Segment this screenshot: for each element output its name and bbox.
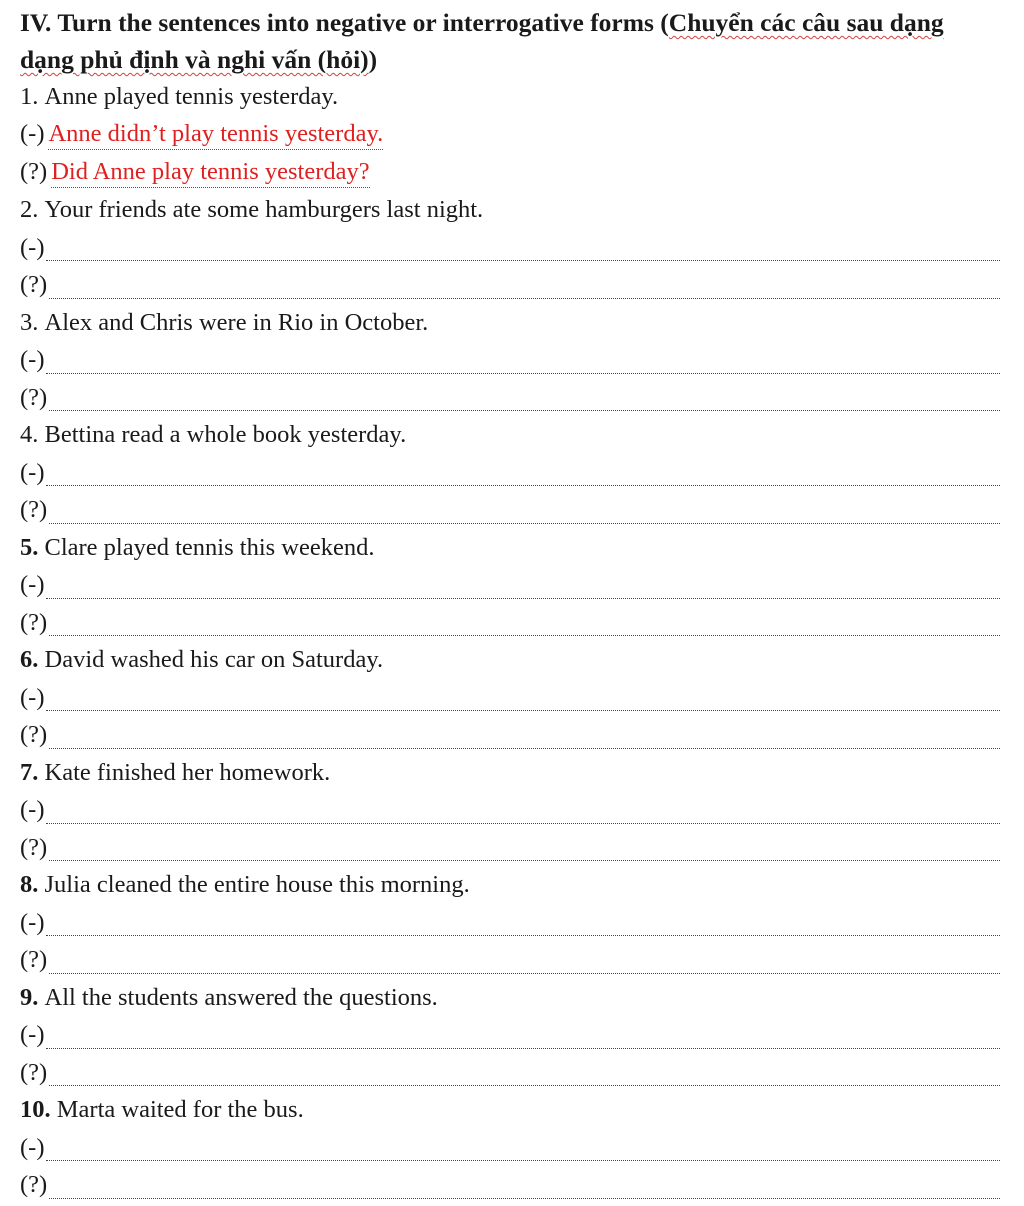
negative-marker: (-) [20,233,45,261]
question-marker: (?) [20,1171,48,1198]
item-sentence: David washed his car on Saturday. [44,646,384,673]
negative-marker: (-) [20,908,45,936]
question-answer-blank[interactable] [49,747,1000,749]
item-sentence: Marta waited for the bus. [56,1096,304,1123]
example-negative-answer: Anne didn’t play tennis yesterday. [48,119,383,150]
item-number: 10. [20,1096,51,1123]
negative-answer-row [20,1016,1000,1054]
heading-line-1 [20,4,1020,41]
exercise-sentence [20,754,1000,792]
question-marker: (?) [20,1058,48,1086]
negative-answer-blank[interactable] [46,709,1000,711]
question-marker: (?) [20,271,48,298]
question-answer-row [20,604,1000,642]
negative-answer-row [20,229,1000,267]
negative-answer-row [20,566,1000,604]
question-marker: (?) [20,608,48,636]
heading-close-paren: ) [368,45,378,74]
negative-answer-blank[interactable] [46,597,1000,599]
item-number: 4. [20,421,39,448]
negative-marker: (-) [20,571,45,598]
heading-vietnamese-2: dạng phủ định và nghi vấn (hỏi) [20,45,369,74]
example-question-row [20,153,1000,191]
negative-marker: (-) [20,796,45,823]
question-answer-blank[interactable] [49,972,1000,974]
negative-answer-blank[interactable] [46,822,1000,824]
negative-answer-row [20,904,1000,942]
exercise-heading [20,4,1020,78]
question-answer-blank[interactable] [49,522,1000,524]
item-sentence: Kate finished her homework. [44,758,331,786]
item-number: 8. [20,871,39,898]
item-sentence: Alex and Chris were in Rio in October. [44,308,429,336]
example-sentence [20,78,1000,116]
question-marker: (?) [20,946,48,973]
question-answer-row [20,716,1000,754]
question-answer-row [20,941,1000,979]
heading-line-2 [20,41,1020,78]
question-answer-blank[interactable] [49,859,1000,861]
exercise-sentence [20,1091,1000,1129]
exercise-sentence [20,866,1000,904]
negative-answer-row [20,791,1000,829]
item-number: 9. [20,983,39,1011]
question-answer-row [20,491,1000,529]
question-answer-blank[interactable] [49,409,1000,411]
question-marker: (?) [20,833,48,861]
negative-marker: (-) [20,1133,45,1161]
example-question-answer: Did Anne play tennis yesterday? [51,157,369,188]
item-sentence: All the students answered the questions. [44,983,438,1011]
negative-answer-blank[interactable] [46,1159,1000,1161]
negative-marker: (-) [20,1021,45,1048]
question-marker: (?) [20,158,48,185]
item-sentence: Clare played tennis this weekend. [44,533,375,561]
question-answer-blank[interactable] [49,634,1000,636]
question-answer-row [20,1054,1000,1092]
negative-marker: (-) [20,458,45,486]
question-answer-row [20,266,1000,304]
item-sentence: Anne played tennis yesterday. [44,83,339,110]
negative-answer-row [20,454,1000,492]
question-answer-blank[interactable] [49,1084,1000,1086]
item-number: 2. [20,196,39,223]
exercise-sentence [20,191,1000,229]
negative-answer-blank[interactable] [46,484,1000,486]
negative-answer-row [20,1129,1000,1167]
negative-marker: (-) [20,683,45,711]
exercise-sentence [20,979,1000,1017]
negative-answer-blank[interactable] [46,372,1000,374]
exercise-sentence [20,641,1000,679]
negative-marker: (-) [20,346,45,373]
question-answer-blank[interactable] [49,1197,1000,1199]
negative-answer-blank[interactable] [46,259,1000,261]
exercise-sentence [20,416,1000,454]
item-sentence: Julia cleaned the entire house this morning. [44,871,470,898]
negative-marker: (-) [20,120,45,147]
question-marker: (?) [20,496,48,523]
question-answer-row [20,379,1000,417]
item-number: 1. [20,83,39,110]
heading-english: IV. Turn the sentences into negative or interrogative forms ( [20,8,669,37]
negative-answer-row [20,341,1000,379]
question-answer-blank[interactable] [49,297,1000,299]
negative-answer-blank[interactable] [46,1047,1000,1049]
exercise-sentence [20,304,1000,342]
item-number: 6. [20,646,39,673]
question-answer-row [20,1166,1000,1204]
item-number: 5. [20,533,39,561]
item-number: 3. [20,308,39,336]
item-sentence: Bettina read a whole book yesterday. [44,421,407,448]
negative-answer-row [20,679,1000,717]
exercise-sentence [20,529,1000,567]
item-sentence: Your friends ate some hamburgers last night. [44,196,484,223]
item-number: 7. [20,758,39,786]
heading-vietnamese: Chuyển các câu sau dạng [668,8,944,37]
negative-answer-blank[interactable] [46,934,1000,936]
question-marker: (?) [20,383,48,411]
example-negative-row [20,115,1000,153]
question-answer-row [20,829,1000,867]
question-marker: (?) [20,721,48,748]
